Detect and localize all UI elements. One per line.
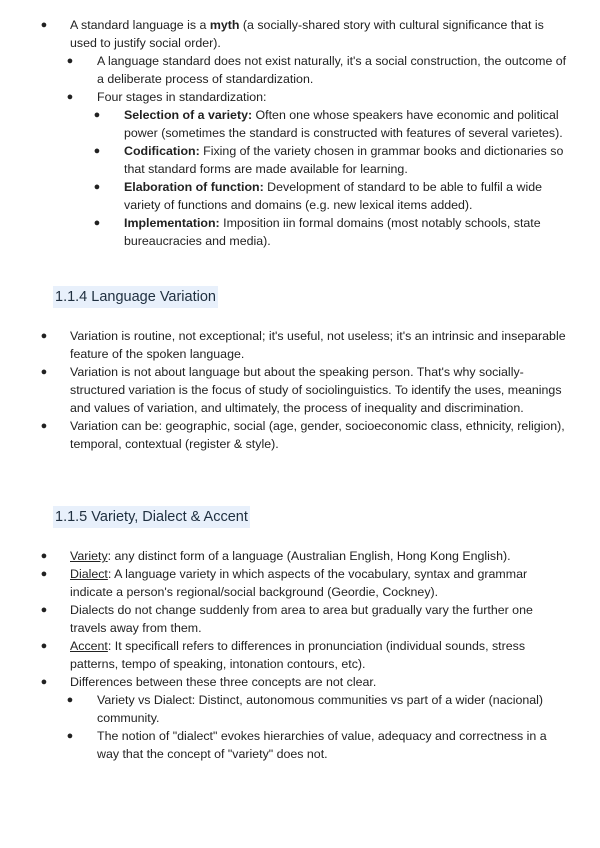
item-text: A standard language is a <box>70 18 210 32</box>
list-item <box>0 637 600 673</box>
bullet-icon: ● <box>40 550 48 562</box>
bullet-icon: ● <box>93 181 101 193</box>
bullet-icon: ● <box>66 55 74 67</box>
item-text: Imposition iin formal domains (most notably schools, state bureaucracies and media). <box>124 216 541 248</box>
bold-term: Implementation: <box>124 216 220 230</box>
list-item <box>0 417 600 453</box>
item-text: Variation is routine, not exceptional; it's useful, not useless; it's an intrinsic and inseparable feature of the spoken language. <box>70 329 566 361</box>
item-text: Variety vs Dialect: Distinct, autonomous communities vs part of a wider (nacional) community. <box>97 693 544 725</box>
bullet-icon: ● <box>66 694 74 706</box>
list-item <box>0 673 600 691</box>
item-text: Differences between these three concepts are not clear. <box>70 675 377 689</box>
item-text: Four stages in standardization: <box>97 90 267 104</box>
list-item <box>0 106 600 142</box>
variety-dialect-accent-section <box>0 547 600 763</box>
item-text: : A language variety in which aspects of the vocabulary, syntax and grammar indicate a person's regional/social background (Geordie, Cockney). <box>70 567 528 599</box>
bullet-icon: ● <box>93 109 101 121</box>
item-text: (a socially-shared story with cultural significance that is used to justify social order). <box>70 18 544 50</box>
list-item <box>0 214 600 250</box>
bullet-icon: ● <box>66 91 74 103</box>
list-item <box>0 565 600 601</box>
bullet-icon: ● <box>93 145 101 157</box>
list-item <box>0 547 600 565</box>
bold-term: myth <box>209 18 240 32</box>
bullet-icon: ● <box>40 640 48 652</box>
list-item <box>0 88 600 106</box>
section-heading-language-variation: 1.1.4 Language Variation <box>53 286 218 308</box>
item-text: : It specificall refers to differences in pronunciation (individual sounds, stress patterns, tempo of speaking, intonation contours, etc). <box>70 639 526 671</box>
list-item <box>0 691 600 727</box>
section-heading-variety-dialect-accent: 1.1.5 Variety, Dialect & Accent <box>53 506 250 528</box>
item-text: : any distinct form of a language (Australian English, Hong Kong English). <box>107 549 511 563</box>
bullet-icon: ● <box>40 568 48 580</box>
item-text: Variation can be: geographic, social (age, gender, socioeconomic class, ethnicity, religion), temporal, contextual (register & style). <box>70 419 565 451</box>
item-text: A language standard does not exist naturally, it's a social construction, the outcome of a deliberate process of standardization. <box>97 54 567 86</box>
underlined-term: Variety <box>70 549 108 563</box>
item-text: Development of standard to be able to fulfil a wide variety of functions and domains (e.g. new lexical items added). <box>124 180 543 212</box>
bold-term: Elaboration of function: <box>124 180 264 194</box>
bullet-icon: ● <box>40 330 48 342</box>
bullet-icon: ● <box>40 676 48 688</box>
item-text: Often one whose speakers have economic and political power (sometimes the standard is constructed with features of several varietes). <box>124 108 563 140</box>
bullet-icon: ● <box>40 366 48 378</box>
list-item <box>0 727 600 763</box>
list-item <box>0 178 600 214</box>
bullet-icon: ● <box>40 420 48 432</box>
bullet-icon: ● <box>93 217 101 229</box>
list-item <box>0 142 600 178</box>
list-item <box>0 601 600 637</box>
bullet-icon: ● <box>40 604 48 616</box>
item-text: Variation is not about language but about the speaking person. That's why socially-structured variation is the focus of study of sociolinguistics. To identify the uses, meanings and values of variation, and ultimately, the process of inequality and discrimination. <box>70 365 562 415</box>
bold-term: Selection of a variety: <box>124 108 253 122</box>
list-item <box>0 16 600 52</box>
bullet-icon: ● <box>66 730 74 742</box>
underlined-term: Dialect <box>70 567 108 581</box>
standard-language-section <box>0 16 600 250</box>
list-item <box>0 52 600 88</box>
language-variation-section <box>0 327 600 453</box>
list-item <box>0 363 600 417</box>
item-text: Dialects do not change suddenly from area to area but gradually vary the further one travels away from them. <box>70 603 533 635</box>
underlined-term: Accent <box>70 639 108 653</box>
list-item <box>0 327 600 363</box>
item-text: Fixing of the variety chosen in grammar books and dictionaries so that standard forms are made available for learning. <box>124 144 564 176</box>
item-text: The notion of "dialect" evokes hierarchies of value, adequacy and correctness in a way that the concept of "variety" does not. <box>97 729 547 761</box>
bullet-icon: ● <box>40 19 48 31</box>
bold-term: Codification: <box>124 144 200 158</box>
